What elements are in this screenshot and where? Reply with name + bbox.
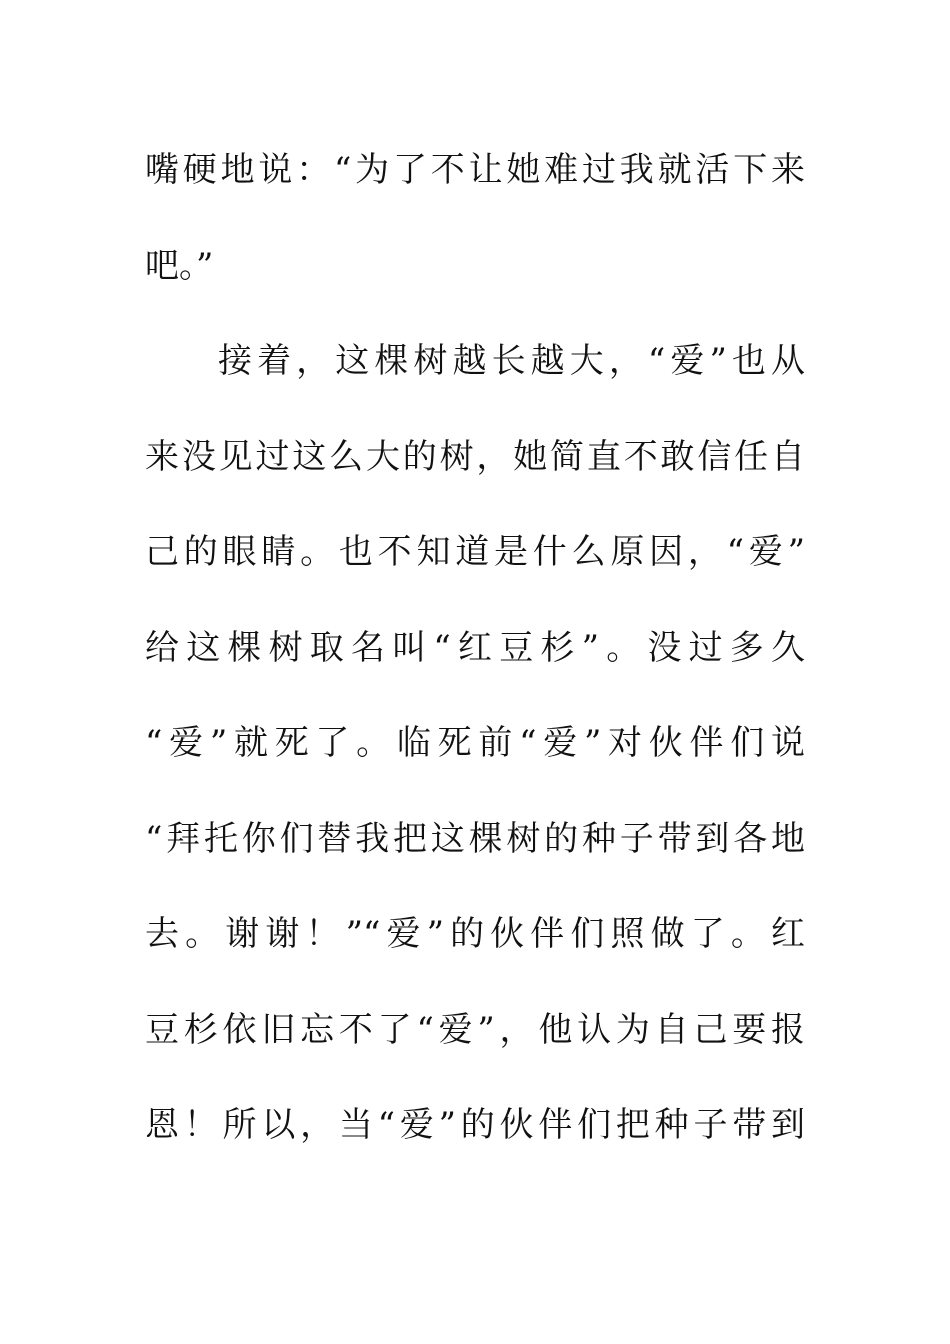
text-line: 来没见过这么大的树，她简直不敢信任自 <box>145 436 805 477</box>
text-line: 给这棵树取名叫“红豆杉”。没过多久 <box>145 627 805 668</box>
text-line: “拜托你们替我把这棵树的种子带到各地 <box>145 818 805 859</box>
text-line: 恩！所以，当“爱”的伙伴们把种子带到 <box>145 1105 805 1145</box>
text-line: 去。谢谢！”“爱”的伙伴们照做了。红 <box>145 914 805 954</box>
body-text <box>145 123 805 1174</box>
text-line: 己的眼睛。也不知道是什么原因，“爱” <box>145 532 805 572</box>
text-line: 豆杉依旧忘不了“爱”，他认为自己要报 <box>145 1009 805 1050</box>
text-line: 嘴硬地说：“为了不让她难过我就活下来 <box>145 150 805 190</box>
text-line: 吧。” <box>145 245 214 286</box>
text-line: “爱”就死了。临死前“爱”对伙伴们说 <box>145 723 805 763</box>
paragraph-start-line: 接着，这棵树越长越大，“爱”也从 <box>218 341 805 381</box>
